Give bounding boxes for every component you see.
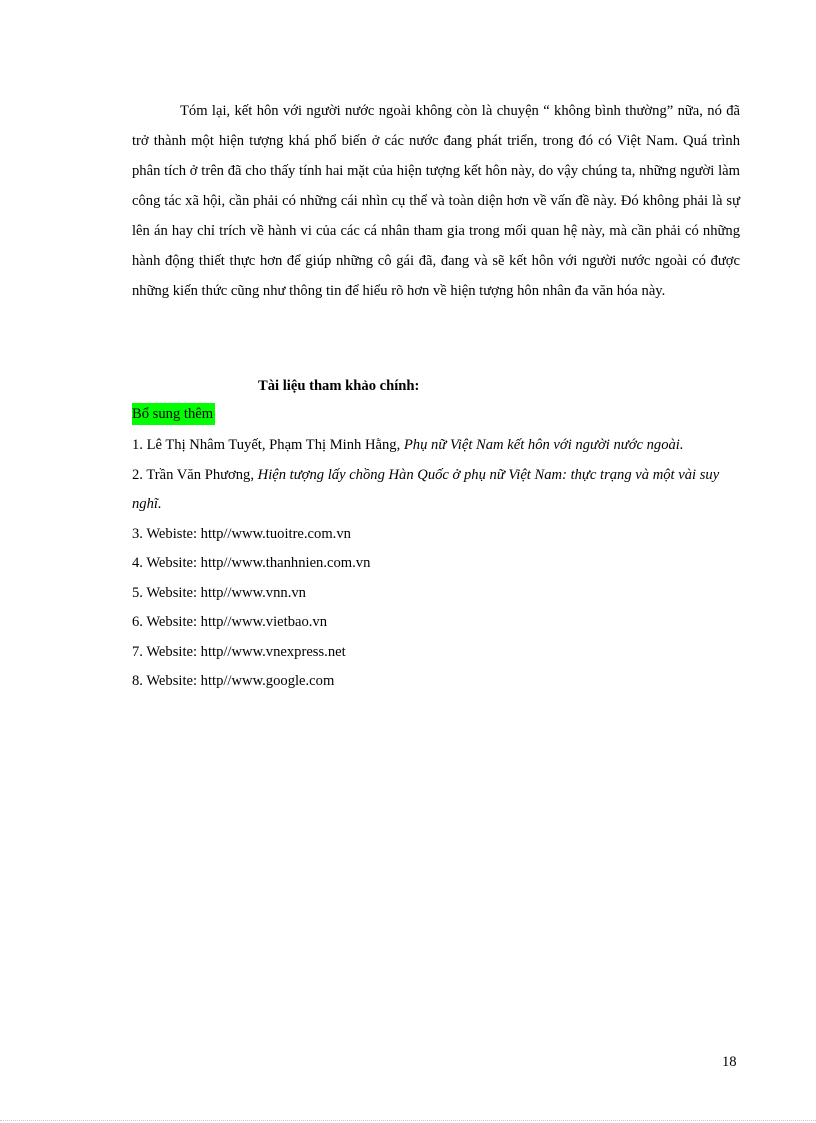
- reference-title: Phụ nữ Việt Nam kết hôn với người nước ngoài.: [403, 437, 684, 453]
- reference-authors: 2. Trần Văn Phương,: [132, 466, 258, 483]
- reference-item: [132, 667, 744, 697]
- reference-item: [132, 549, 744, 579]
- reference-website: 8. Website: http//www.google.com: [132, 673, 335, 689]
- highlighted-note: Bổ sung thêm: [132, 403, 215, 425]
- body-paragraph: Tóm lại, kết hôn với người nước ngoài không còn là chuyện “ không bình thường” nữa, nó đã trở thành một hiện tượng khá phổ biến ở các nước đang phát triển, trong đó có Việt Nam. Quá trình phân tích ở trên đã cho thấy tính hai mặt của hiện tượng kết hôn này, do vậy chúng ta, những người làm công tác xã hội, cần phải có những cái nhìn cụ thể và toàn diện hơn về vấn đề này. Đó không phải là sự lên án hay chỉ trích về hành vi của các cá nhân tham gia trong mối quan hệ này, mà cần phải có những hành động thiết thực hơn để giúp những cô gái đã, đang và sẽ kết hôn với người nước ngoài có được những kiến thức cũng như thông tin để hiểu rõ hơn về hiện tượng hôn nhân đa văn hóa này.: [132, 103, 740, 299]
- reference-item: [132, 461, 744, 520]
- reference-item: [132, 431, 744, 461]
- reference-website: 4. Website: http//www.thanhnien.com.vn: [132, 555, 371, 571]
- reference-item: [132, 579, 744, 609]
- reference-item: [132, 520, 744, 550]
- reference-website: 5. Website: http//www.vnn.vn: [132, 584, 306, 601]
- reference-item: [132, 638, 744, 668]
- references-list: [132, 431, 744, 697]
- page-bottom-divider: [0, 1120, 816, 1121]
- reference-title: Hiện tượng lấy chồng Hàn Quốc ở phụ nữ Việt Nam: thực trạng và một vài suy nghĩ.: [132, 466, 720, 512]
- reference-authors: 1. Lê Thị Nhâm Tuyết, Phạm Thị Minh Hằng,: [132, 437, 404, 453]
- reference-item: [132, 608, 744, 638]
- references-heading: Tài liệu tham khảo chính:: [258, 378, 420, 394]
- reference-website: 3. Webiste: http//www.tuoitre.com.vn: [132, 525, 351, 542]
- page-number: 18: [722, 1054, 737, 1070]
- reference-website: 6. Website: http//www.vietbao.vn: [132, 614, 328, 630]
- reference-website: 7. Website: http//www.vnexpress.net: [132, 643, 346, 660]
